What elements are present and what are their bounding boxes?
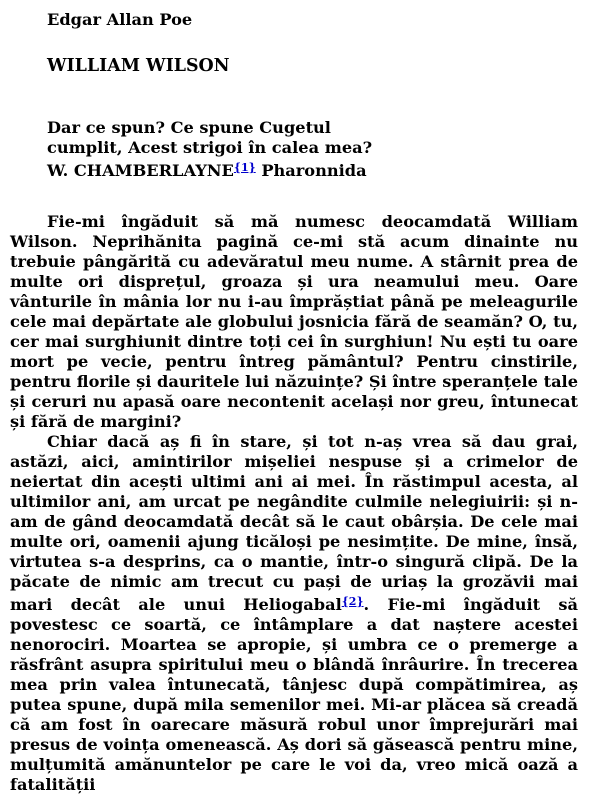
epigraph — [47, 118, 578, 181]
paragraph-1: Fie-mi îngăduit să mă numesc deocamdată William Wilson. Neprihănita pagină ce-mi stă acum dinainte nu trebuie pângărită cu adevăratul meu nume. A stârnit prea de multe ori disprețul, groaza și ura neamului meu. Oare vânturile în mânia lor nu i-au împrăștiat până pe meleagurile cele mai depărtate ale globului josnicia fără de seamăn? O, tu, cer mai surghiunit dintre toți cei în surghiun! Nu ești tu oare mort pe vecie, pentru întreg pământul? Pentru cinstirile, pentru florile și dauritele lui năzuințe? Și între speranțele tale și ceruri nu apasă oare necontenit același nor greu, întunecat și fără de margini? — [10, 212, 579, 431]
footnote-link-1[interactable]: {1} — [233, 161, 256, 174]
footnote-link-2[interactable]: {2} — [341, 595, 364, 608]
epigraph-line-2: cumplit, Acest strigoi în calea mea? — [47, 138, 373, 157]
paragraph-2-text-b: . Fie-mi îngăduit să povestesc ce soartă, ce întâmplare a dat naștere acestei nenorociri. Moartea se apropie, și umbra ce o premerge a răsfrânt asupra spiritului meu o blândă înrâurire. În trecerea mea prin valea întunecată, tânjesc după compătimirea, aș putea spune, după mila semenilor mei. Mi-ar plăcea să creadă că am fost în oarecare măsură robul unor împrejurări mai presus de voința omenească. Aș dori să găsească pentru mine, mulțumită amănuntelor pe care le voi da, vreo mică oază a fatalității — [10, 595, 578, 794]
attribution-work: Pharonnida — [255, 161, 367, 180]
epigraph-attribution — [47, 158, 578, 181]
author-name: Edgar Allan Poe — [47, 10, 193, 29]
story-title: WILLIAM WILSON — [47, 56, 230, 76]
document-page — [10, 10, 578, 795]
attribution-name: W. CHAMBERLAYNE — [47, 161, 234, 180]
paragraph-2 — [10, 432, 578, 795]
epigraph-line-1: Dar ce spun? Ce spune Cugetul — [47, 118, 331, 137]
paragraph-2-text-a: Chiar dacă aș fi în stare, și tot n-aș vrea să dau grai, astăzi, aici, amintirilor mișeliei nespuse și a crimelor de neiertat din acești ultimi ani ai mei. În răstimpul acesta, al ultimilor ani, am urcat pe negândite culmile nelegiuirii: și n-am de gând deocamdată decât să le caut obârșia. De cele mai multe ori, oamenii ajung ticăloși pe nesimțite. De mine, însă, virtutea s-a desprins, ca o mantie, într-o singură clipă. De la păcate de nimic am trecut cu pași de uriaș la grozăvii mai mari decât ale unui Heliogabal — [10, 432, 578, 614]
story-body — [10, 212, 578, 795]
